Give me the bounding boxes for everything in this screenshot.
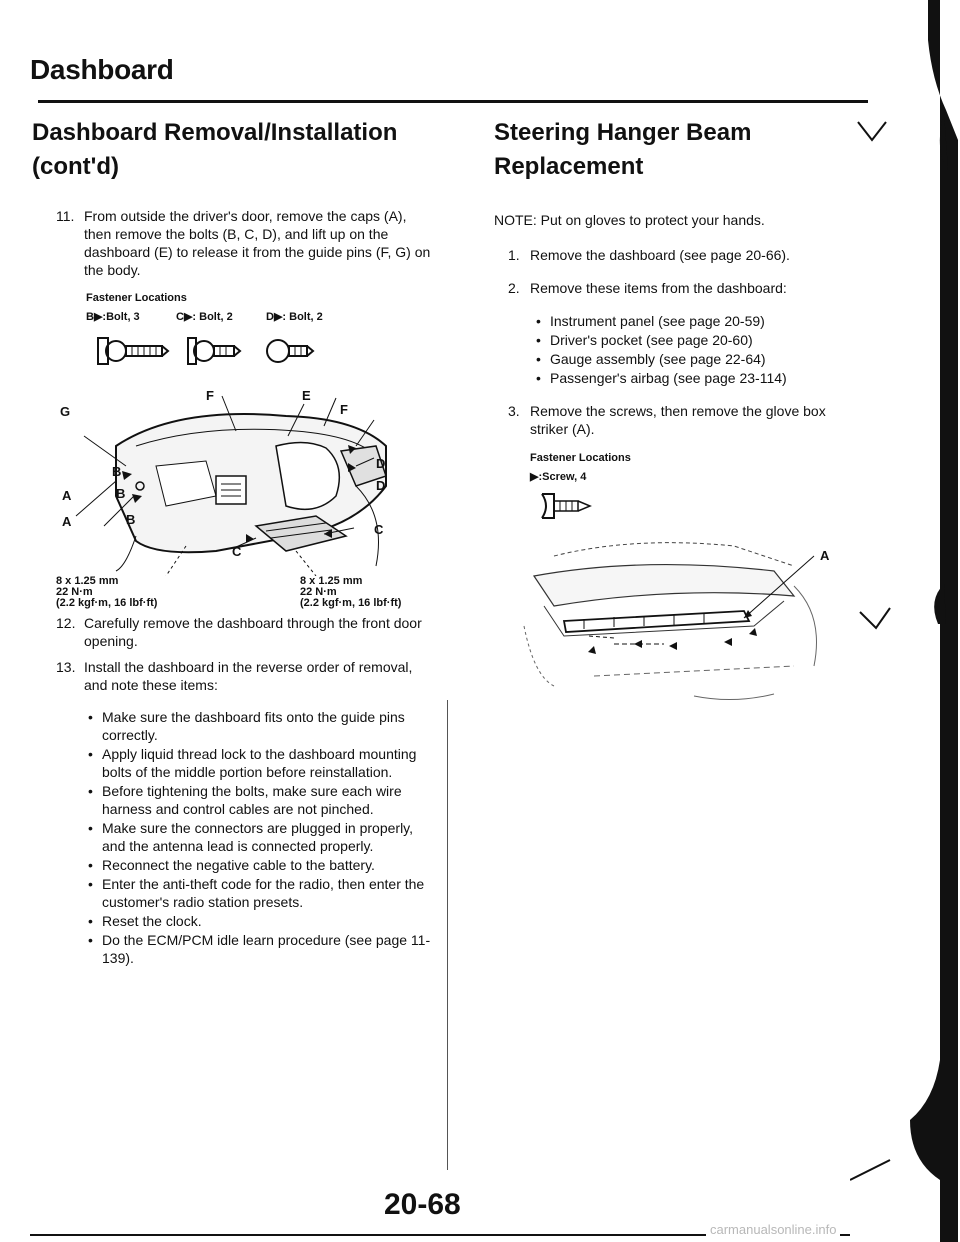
right-heading-line1: Steering Hanger Beam <box>494 119 752 146</box>
callout-f2: F <box>340 402 348 417</box>
torque-left-nm: 22 N·m <box>56 586 93 598</box>
header-rule <box>38 100 868 103</box>
step-11-text: From outside the driver's door, remove the caps (A), then remove the bolts (B, C, D), and lift up on the dashboard (E) to release it from the guide pins (F, G) on the body. <box>84 208 431 278</box>
right-step-3-text: Remove the screws, then remove the glove box striker (A). <box>530 403 826 437</box>
torque-spec-left <box>56 576 157 609</box>
list-item: • Make sure the connectors are plugged in properly, and the antenna lead is connected properly. <box>88 819 434 855</box>
callout-c2: C <box>232 544 242 559</box>
list-item: • Apply liquid thread lock to the dashboard mounting bolts of the middle portion before reinstallation. <box>88 745 434 781</box>
left-heading-line1: Dashboard Removal/Installation <box>32 119 398 146</box>
list-item: • Passenger's airbag (see page 23-114) <box>536 369 866 387</box>
right-fastener-screw: ▶:Screw, 4 <box>530 471 587 483</box>
fastener-b-label: B▶:Bolt, 3 <box>86 311 140 323</box>
page-number: 20-68 <box>384 1188 461 1221</box>
right-fastener-title: Fastener Locations <box>530 452 631 464</box>
torque-right-size: 8 x 1.25 mm <box>300 575 363 587</box>
right-step-2 <box>508 279 868 297</box>
callout-c1: C <box>374 522 384 537</box>
right-step-3-number: 3. <box>508 403 520 419</box>
step-11-number: 11. <box>56 208 75 224</box>
callout-striker-a: A <box>820 548 830 563</box>
step-11 <box>56 207 436 279</box>
list-item: • Gauge assembly (see page 22-64) <box>536 350 866 368</box>
right-heading <box>494 116 751 184</box>
step-12 <box>56 614 436 650</box>
list-item: • Before tightening the bolts, make sure each wire harness and control cables are not pinched. <box>88 782 434 818</box>
callout-a1: A <box>62 488 72 503</box>
bolt-b-icon <box>96 334 172 368</box>
watermark: carmanualsonline.info <box>706 1222 840 1237</box>
bolt-c-icon <box>186 334 242 368</box>
list-item: • Driver's pocket (see page 20-60) <box>536 331 866 349</box>
callout-g: G <box>60 404 71 419</box>
list-item: • Reconnect the negative cable to the battery. <box>88 856 434 874</box>
right-step-2-number: 2. <box>508 280 520 296</box>
callout-e: E <box>302 388 311 403</box>
right-heading-line2: Replacement <box>494 153 644 180</box>
right-step-2-bullets <box>536 312 866 388</box>
step-12-text: Carefully remove the dashboard through the front door opening. <box>84 615 422 649</box>
list-item: • Enter the anti-theft code for the radio, then enter the customer's radio station presets. <box>88 875 434 911</box>
fastener-locations-title: Fastener Locations <box>86 292 187 304</box>
binding-edge-marks <box>850 0 960 1242</box>
column-divider <box>447 700 448 1170</box>
page-title: Dashboard <box>30 54 174 85</box>
screw-icon <box>538 490 594 522</box>
torque-spec-right <box>300 576 401 609</box>
torque-left-size: 8 x 1.25 mm <box>56 575 119 587</box>
list-item: • Do the ECM/PCM idle learn procedure (see page 11-139). <box>88 931 434 967</box>
torque-left-kgf: (2.2 kgf·m, 16 lbf·ft) <box>56 597 158 609</box>
left-heading-line2: (cont'd) <box>32 153 120 180</box>
fastener-c-label: C▶: Bolt, 2 <box>176 311 233 323</box>
left-heading <box>32 116 397 184</box>
right-step-1-text: Remove the dashboard (see page 20-66). <box>530 247 790 263</box>
step-13-bullets <box>88 708 434 968</box>
list-item: • Make sure the dashboard fits onto the guide pins correctly. <box>88 708 434 744</box>
glove-box-striker-illustration <box>494 526 864 706</box>
right-note: NOTE: Put on gloves to protect your hands. <box>494 212 765 228</box>
fastener-d-label: D▶: Bolt, 2 <box>266 311 323 323</box>
step-12-number: 12. <box>56 615 76 631</box>
step-13-text: Install the dashboard in the reverse order of removal, and note these items: <box>84 659 413 693</box>
callout-b2: B <box>116 486 126 501</box>
right-step-2-text: Remove these items from the dashboard: <box>530 280 787 296</box>
list-item: • Instrument panel (see page 20-59) <box>536 312 866 330</box>
torque-right-kgf: (2.2 kgf·m, 16 lbf·ft) <box>300 597 402 609</box>
right-step-1 <box>508 246 868 264</box>
callout-b3: B <box>126 512 136 527</box>
torque-right-nm: 22 N·m <box>300 586 337 598</box>
right-step-3 <box>508 402 848 438</box>
callout-a2: A <box>62 514 72 529</box>
step-13-number: 13. <box>56 659 76 675</box>
callout-d2: D <box>376 478 386 493</box>
bolt-d-icon <box>264 334 316 368</box>
callout-d1: D <box>376 456 386 471</box>
callout-b1: B <box>112 464 122 479</box>
callout-f1: F <box>206 388 214 403</box>
right-step-1-number: 1. <box>508 247 520 263</box>
list-item: • Reset the clock. <box>88 912 434 930</box>
step-13 <box>56 658 436 694</box>
